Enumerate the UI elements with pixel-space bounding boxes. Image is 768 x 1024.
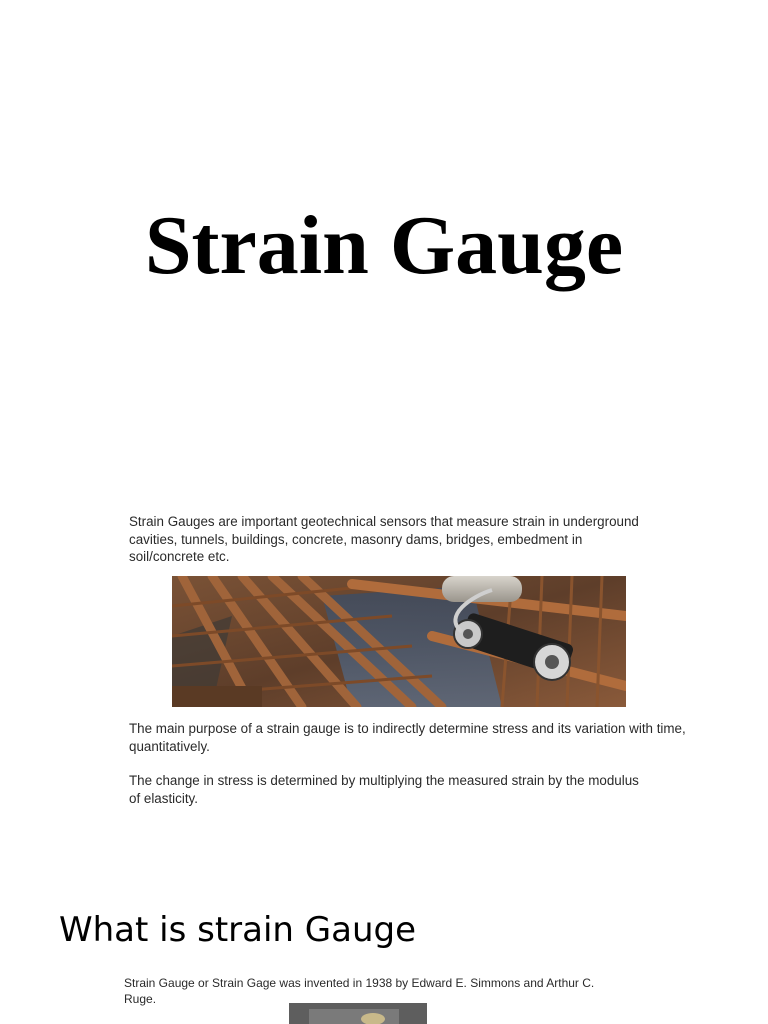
page-title: Strain Gauge bbox=[144, 199, 624, 292]
rebar-strain-gauge-photo bbox=[172, 576, 626, 707]
strain-gauge-photo bbox=[289, 1003, 427, 1024]
section-heading: What is strain Gauge bbox=[59, 910, 416, 950]
stress-paragraph: The change in stress is determined by multiplying the measured strain by the modulus of elasticity. bbox=[129, 773, 639, 806]
purpose-paragraph: The main purpose of a strain gauge is to indirectly determine stress and its variation with time, quantitatively. bbox=[129, 721, 686, 754]
intro-paragraph: Strain Gauges are important geotechnical sensors that measure strain in underground cavities, tunnels, buildings, concrete, masonry dams, bridges, embedment in soil/concrete etc. bbox=[129, 514, 639, 564]
history-paragraph: Strain Gauge or Strain Gage was invented in 1938 by Edward E. Simmons and Arthur C. Ruge. bbox=[124, 976, 595, 1006]
